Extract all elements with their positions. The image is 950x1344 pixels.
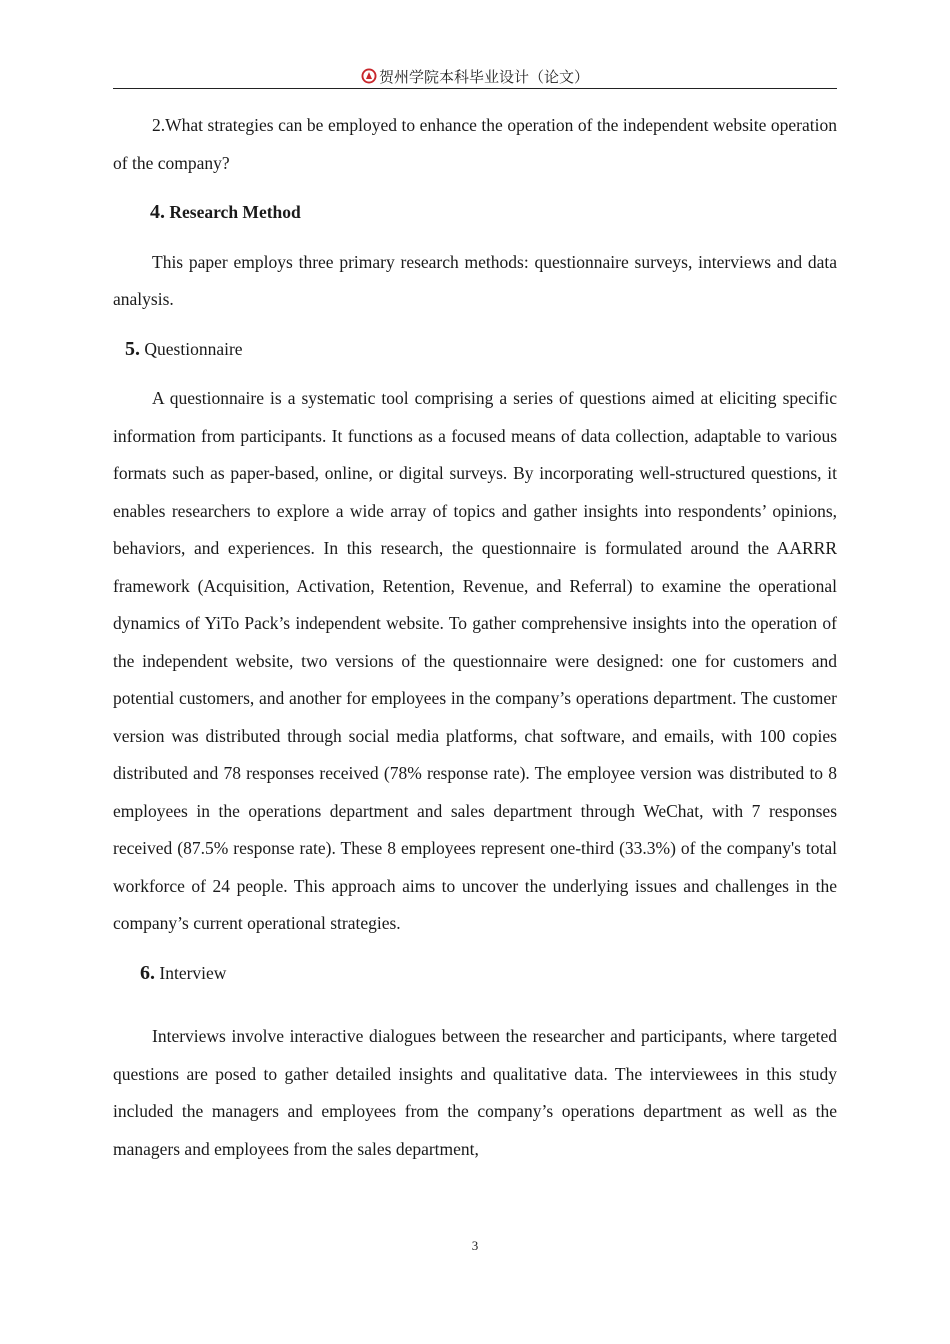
questionnaire-paragraph: A questionnaire is a systematic tool comprising a series of questions aimed at eliciting specific information from participants. It functions as a focused means of data collection, adaptable to various formats such as paper-based, online, or digital surveys. By incorporating well-structured questions, it enables researchers to explore a wide array of topics and gather insights into respondents’ opinions, behaviors, and experiences. In this research, the questionnaire is formulated around the AARRR framework (Acquisition, Activation, Retention, Revenue, and Referral) to examine the operational dynamics of YiTo Pack’s independent website. To gather comprehensive insights into the operation of the independent website, two versions of the questionnaire were designed: one for customers and potential customers, and another for employees in the company’s operations department. The customer version was distributed through social media platforms, chat software, and emails, with 100 copies distributed and 78 responses received (78% response rate). The employee version was distributed to 8 employees in the operations department and sales department through WeChat, with 7 responses received (87.5% response rate). These 8 employees represent one-third (33.3%) of the company's total workforce of 24 people. This approach aims to uncover the underlying issues and challenges in the company’s current operational strategies. (113, 388, 837, 933)
research-question-2: 2.What strategies can be employed to enhance the operation of the independent website operation of the company? (113, 115, 837, 173)
section-heading-questionnaire (113, 331, 837, 369)
section-title: Questionnaire (144, 338, 243, 359)
section-title: Research Method (169, 202, 301, 222)
section-number: 6. (140, 961, 155, 984)
page-number: 3 (471, 1238, 479, 1253)
section-title: Interview (159, 962, 227, 983)
section-heading-research-method (113, 194, 837, 232)
header-title: 贺州学院本科毕业设计（论文） (378, 68, 589, 86)
section-heading-interview (113, 955, 837, 993)
university-seal-icon (361, 68, 377, 84)
interview-paragraph: Interviews involve interactive dialogues between the researcher and participants, where targeted questions are posed to gather detailed insights and qualitative data. The interviewees in this study included the managers and employees from the company’s operations department as well as the managers and employees from the sales department, (113, 1026, 837, 1159)
section-number: 5. (125, 337, 140, 360)
research-method-paragraph: This paper employs three primary research methods: questionnaire surveys, interviews and data analysis. (113, 251, 837, 309)
section-number: 4. (150, 201, 165, 223)
document-body (113, 107, 837, 1168)
page-header (113, 66, 837, 89)
